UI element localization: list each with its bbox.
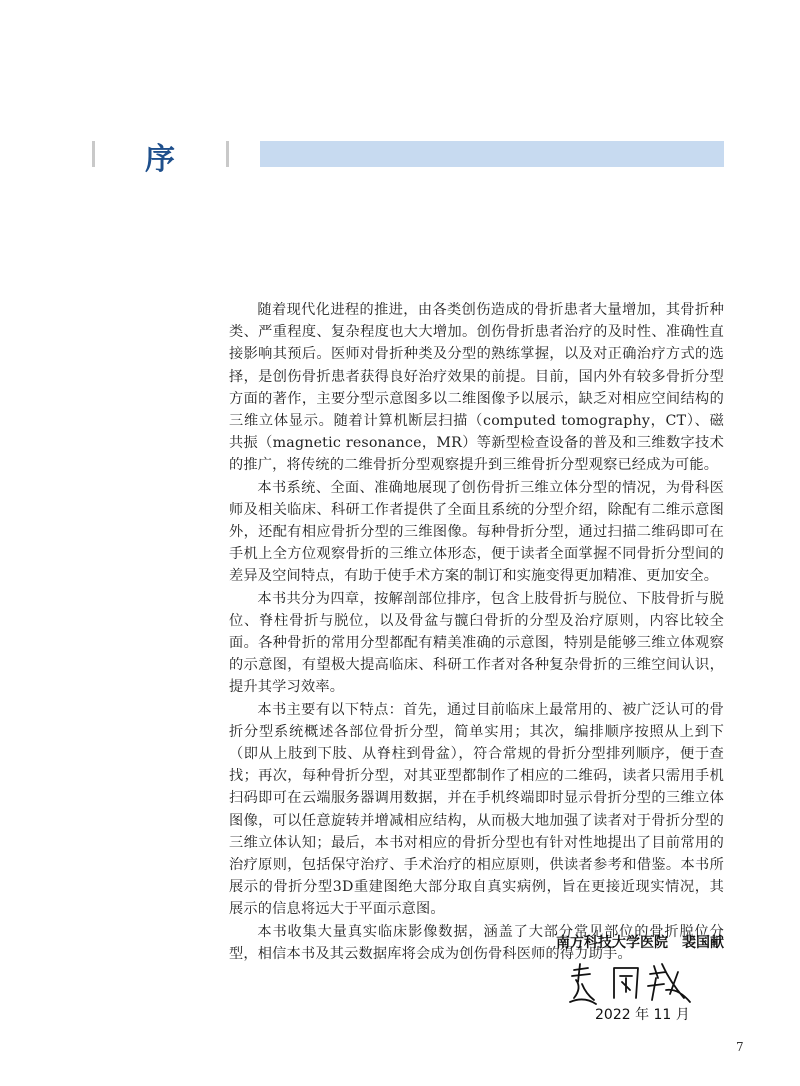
- paragraph-3: 本书共分为四章，按解剖部位排序，包含上肢骨折与脱位、下肢骨折与脱位、脊柱骨折与脱位，以及骨盆与髋臼骨折的分型及治疗原则，内容比较全面。各种骨折的常用分型都配有精美准确的示意图，特别是能够三维立体观察的示意图，有望极大提高临床、科研工作者对各种复杂骨折的三维空间认识，提升其学习效率。: [229, 590, 724, 696]
- heading-divider-left: [92, 141, 95, 167]
- heading-band: [260, 141, 724, 167]
- paragraph-1: 随着现代化进程的推进，由各类创伤造成的骨折患者大量增加，其骨折种类、严重程度、复杂程度也大大增加。创伤骨折患者治疗的及时性、准确性直接影响其预后。医师对骨折种类及分型的熟练掌握，以及对正确治疗方式的选择，是创伤骨折患者获得良好治疗效果的前提。目前，国内外有较多骨折分型方面的著作，主要分型示意图多以二维图像予以展示，缺乏对相应空间结构的三维立体显示。随着计算机断层扫描（computed tomography，CT）、磁共振（magnetic resonance，MR）等新型检查设备的普及和三维数字技术的推广，将传统的二维骨折分型观察提升到三维骨折分型观察已经成为可能。: [229, 302, 724, 474]
- handwritten-signature: [566, 958, 696, 1008]
- author-institution: 南方科技大学医院: [556, 935, 668, 951]
- page-number: 7: [736, 1040, 744, 1054]
- preface-body: [229, 299, 724, 965]
- page-title: 序: [145, 142, 177, 177]
- author-name: 裴国献: [682, 935, 724, 951]
- paragraph-2: 本书系统、全面、准确地展现了创伤骨折三维立体分型的情况，为骨科医师及相关临床、科研工作者提供了全面且系统的分型介绍，除配有二维示意图外，还配有相应骨折分型的三维图像。每种骨折分型，通过扫描二维码即可在手机上全方位观察骨折的三维立体形态，便于读者全面掌握不同骨折分型间的差异及空间特点，有助于使手术方案的制订和实施变得更加精准、更加安全。: [229, 479, 724, 585]
- heading-divider-right: [226, 141, 229, 167]
- signature-date: 2022 年 11 月: [595, 1007, 690, 1023]
- paragraph-5: 本书收集大量真实临床影像数据，涵盖了大部分常见部位的骨折脱位分型，相信本书及其云数据库将会成为创伤骨科医师的得力助手。: [229, 923, 724, 962]
- author-line: [556, 932, 724, 952]
- paragraph-4: 本书主要有以下特点：首先，通过目前临床上最常用的、被广泛认可的骨折分型系统概述各部位骨折分型，简单实用；其次，编排顺序按照从上到下（即从上肢到下肢、从脊柱到骨盆），符合常规的骨折分型排列顺序，便于查找；再次，每种骨折分型，对其亚型都制作了相应的二维码，读者只需用手机扫码即可在云端服务器调用数据，并在手机终端即时显示骨折分型的三维立体图像，可以任意旋转并增减相应结构，从而极大地加强了读者对于骨折分型的三维立体认知；最后，本书对相应的骨折分型也有针对性地提出了目前常用的治疗原则，包括保守治疗、手术治疗的相应原则，供读者参考和借鉴。本书所展示的骨折分型3D重建图绝大部分取自真实病例，旨在更接近现实情况，其展示的信息将远大于平面示意图。: [229, 701, 724, 918]
